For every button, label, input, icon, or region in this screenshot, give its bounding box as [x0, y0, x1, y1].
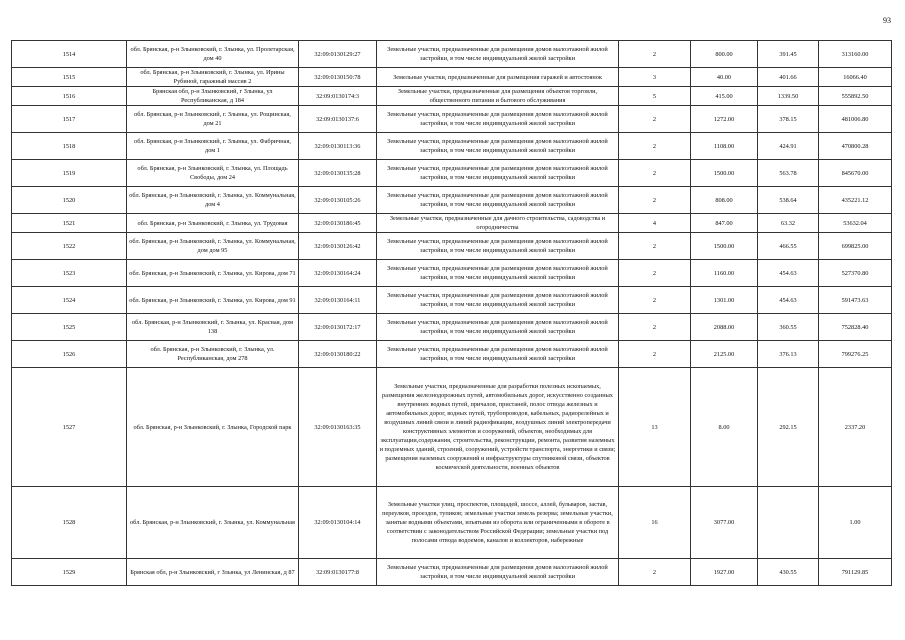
use-group-cell: 2 — [619, 187, 691, 214]
row-number: 1520 — [12, 187, 127, 214]
land-use-cell: Земельные участки, предназначенные для размещения домов малоэтажной жилой застройки, в том числе индивидуальной жилой застройки — [377, 133, 619, 160]
row-number: 1515 — [12, 68, 127, 87]
cadastral-number-cell: 32:09:0130164:24 — [299, 260, 377, 287]
cadastral-value-cell: 2337.20 — [819, 368, 892, 487]
area-cell: 1301.00 — [691, 287, 758, 314]
table-row — [12, 287, 892, 314]
land-use-cell: Земельные участки, предназначенные для размещения гаражей и автостоянок — [377, 68, 619, 87]
address-cell: обл. Брянская, р-н Злынковский, г. Злынка, ул. Кирова, дом 71 — [127, 260, 299, 287]
cadastral-value-cell: 1.00 — [819, 487, 892, 559]
use-group-cell: 2 — [619, 133, 691, 160]
address-cell: обл. Брянская, р-н Злынковский, г. Злынка, ул. Ирины Рубиной, гаражный массив 2 — [127, 68, 299, 87]
row-number: 1525 — [12, 314, 127, 341]
use-group-cell: 16 — [619, 487, 691, 559]
cadastral-value-cell: 799276.25 — [819, 341, 892, 368]
land-use-cell: Земельные участки, предназначенные для размещения домов малоэтажной жилой застройки, в том числе индивидуальной жилой застройки — [377, 287, 619, 314]
row-number: 1529 — [12, 559, 127, 586]
row-number: 1519 — [12, 160, 127, 187]
cadastral-number-cell: 32:09:0130135:28 — [299, 160, 377, 187]
table-row — [12, 68, 892, 87]
row-number: 1518 — [12, 133, 127, 160]
use-group-cell: 2 — [619, 41, 691, 68]
specific-value-cell: 454.63 — [758, 287, 819, 314]
row-number: 1516 — [12, 87, 127, 106]
cadastral-number-cell: 32:09:0130137:6 — [299, 106, 377, 133]
table-row — [12, 260, 892, 287]
table-row — [12, 106, 892, 133]
use-group-cell: 3 — [619, 68, 691, 87]
specific-value-cell: 563.78 — [758, 160, 819, 187]
table-row — [12, 41, 892, 68]
table-row — [12, 233, 892, 260]
cadastral-value-cell: 53632.04 — [819, 214, 892, 233]
address-cell: Брянская обл, р-н Злынковский, г Злынка, ул Ленинская, д 87 — [127, 559, 299, 586]
cadastral-value-cell: 313160.00 — [819, 41, 892, 68]
land-use-cell: Земельные участки, предназначенные для размещения домов малоэтажной жилой застройки, в том числе индивидуальной жилой застройки — [377, 233, 619, 260]
specific-value-cell: 1339.50 — [758, 87, 819, 106]
land-use-cell: Земельные участки, предназначенные для размещения объектов торговли, общественного питания и бытового обслуживания — [377, 87, 619, 106]
land-use-cell: Земельные участки, предназначенные для дачного строительства, садоводства и огородничества — [377, 214, 619, 233]
address-cell: обл. Брянская, р-н Злынковский, г. Злынка, ул. Коммунальная, дом 4 — [127, 187, 299, 214]
cadastral-number-cell: 32:09:0130150:78 — [299, 68, 377, 87]
cadastral-number-cell: 32:09:0130180:22 — [299, 341, 377, 368]
use-group-cell: 13 — [619, 368, 691, 487]
cadastral-number-cell: 32:09:0130105:26 — [299, 187, 377, 214]
cadastral-number-cell: 32:09:0130163:35 — [299, 368, 377, 487]
land-use-cell: Земельные участки, предназначенные для размещения домов малоэтажной жилой застройки, в том числе индивидуальной жилой застройки — [377, 160, 619, 187]
cadastral-number-cell: 32:09:0130104:14 — [299, 487, 377, 559]
table-row — [12, 187, 892, 214]
use-group-cell: 2 — [619, 314, 691, 341]
use-group-cell: 2 — [619, 260, 691, 287]
cadastral-number-cell: 32:09:0130164:11 — [299, 287, 377, 314]
land-use-cell: Земельные участки, предназначенные для разработки полезных ископаемых, размещения железнодорожных путей, автомобильных дорог, искусственно созданных внутренних водных путей, причалов, пристаней, полос отвода железных и автомобильных дорог, водных путей, трубопроводов, кабельных, радиорелейных и воздушных линий связи и линий радиофикации, воздушных линий электропередачи конструктивных элементов и сооружений, объектов, необходимых для эксплуатации,содержания, строительства, реконструкции, ремонта, развития наземных и подземных зданий, строений, сооружений, устройств транспорта, энергетики и связи; размещения наземных сооружений и инфраструктуры спутниковой связи, объектов космической деятельности, военных объектов — [377, 368, 619, 487]
cadastral-value-cell: 845670.00 — [819, 160, 892, 187]
address-cell: обл. Брянская, р-н Злынковский, г. Злынка, ул. Площадь Свободы, дом 24 — [127, 160, 299, 187]
cadastral-value-cell: 591473.63 — [819, 287, 892, 314]
cadastral-number-cell: 32:09:0130186:45 — [299, 214, 377, 233]
cadastral-number-cell: 32:09:0130113:36 — [299, 133, 377, 160]
specific-value-cell: 376.13 — [758, 341, 819, 368]
use-group-cell: 2 — [619, 106, 691, 133]
land-use-cell: Земельные участки улиц, проспектов, площадей, шоссе, аллей, бульваров, застав, переулков, проездов, тупиков; земельные участки земель резерва; земельные участки, занятые водными объектами, изъятыми из оборота или ограниченными в обороте в соответствии с законодательством Российской Федерации; земельные участки под полосами отвода водоемов, каналов и коллекторов, набережные — [377, 487, 619, 559]
area-cell: 1272.00 — [691, 106, 758, 133]
row-number: 1517 — [12, 106, 127, 133]
specific-value-cell: 466.55 — [758, 233, 819, 260]
land-use-cell: Земельные участки, предназначенные для размещения домов малоэтажной жилой застройки, в том числе индивидуальной жилой застройки — [377, 41, 619, 68]
cadastral-number-cell: 32:09:0130177:8 — [299, 559, 377, 586]
use-group-cell: 2 — [619, 233, 691, 260]
area-cell: 2088.00 — [691, 314, 758, 341]
area-cell: 847.00 — [691, 214, 758, 233]
address-cell: обл. Брянская, р-н Злынковский, г. Злынка, ул. Красная, дом 138 — [127, 314, 299, 341]
table-row — [12, 87, 892, 106]
use-group-cell: 2 — [619, 559, 691, 586]
area-cell: 40.00 — [691, 68, 758, 87]
area-cell: 1108.00 — [691, 133, 758, 160]
land-use-cell: Земельные участки, предназначенные для размещения домов малоэтажной жилой застройки, в том числе индивидуальной жилой застройки — [377, 559, 619, 586]
area-cell: 1500.00 — [691, 160, 758, 187]
address-cell: обл. Брянская, р-н Злынковский, г. Злынка, Городской парк — [127, 368, 299, 487]
table-row — [12, 341, 892, 368]
cadastral-value-cell: 699825.00 — [819, 233, 892, 260]
area-cell: 2125.00 — [691, 341, 758, 368]
area-cell: 415.00 — [691, 87, 758, 106]
table-row — [12, 160, 892, 187]
cadastral-value-cell: 470800.28 — [819, 133, 892, 160]
cadastral-value-cell: 527370.80 — [819, 260, 892, 287]
area-cell: 1500.00 — [691, 233, 758, 260]
specific-value-cell — [758, 487, 819, 559]
row-number: 1522 — [12, 233, 127, 260]
address-cell: обл. Брянская, р-н Злынковский, г. Злынка, ул. Рощинская, дом 21 — [127, 106, 299, 133]
area-cell: 800.00 — [691, 41, 758, 68]
address-cell: обл. Брянская, р-н Злынковский, г. Злынка, ул. Фабричная, дом 1 — [127, 133, 299, 160]
use-group-cell: 5 — [619, 87, 691, 106]
row-number: 1514 — [12, 41, 127, 68]
land-use-cell: Земельные участки, предназначенные для размещения домов малоэтажной жилой застройки, в том числе индивидуальной жилой застройки — [377, 314, 619, 341]
table-row — [12, 314, 892, 341]
address-cell: обл. Брянская, р-н Злынковский, г. Злынка, ул. Республиканская, дом 278 — [127, 341, 299, 368]
row-number: 1523 — [12, 260, 127, 287]
row-number: 1528 — [12, 487, 127, 559]
land-use-cell: Земельные участки, предназначенные для размещения домов малоэтажной жилой застройки, в том числе индивидуальной жилой застройки — [377, 341, 619, 368]
row-number: 1527 — [12, 368, 127, 487]
row-number: 1521 — [12, 214, 127, 233]
use-group-cell: 2 — [619, 160, 691, 187]
area-cell: 1927.00 — [691, 559, 758, 586]
cadastral-number-cell: 32:09:0130174:3 — [299, 87, 377, 106]
address-cell: обл. Брянская, р-н Злынковский, г. Злынка, ул. Трудовая — [127, 214, 299, 233]
cadastral-value-cell: 752828.40 — [819, 314, 892, 341]
use-group-cell: 2 — [619, 287, 691, 314]
table-row — [12, 559, 892, 586]
use-group-cell: 2 — [619, 341, 691, 368]
table-row — [12, 214, 892, 233]
address-cell: обл. Брянская, р-н Злынковский, г. Злынка, ул. Коммунальная, дом дом 95 — [127, 233, 299, 260]
land-use-cell: Земельные участки, предназначенные для размещения домов малоэтажной жилой застройки, в том числе индивидуальной жилой застройки — [377, 187, 619, 214]
address-cell: обл. Брянская, р-н Злынковский, г. Злынка, ул. Пролетарская, дом 40 — [127, 41, 299, 68]
specific-value-cell: 538.64 — [758, 187, 819, 214]
row-number: 1526 — [12, 341, 127, 368]
land-use-cell: Земельные участки, предназначенные для размещения домов малоэтажной жилой застройки, в том числе индивидуальной жилой застройки — [377, 260, 619, 287]
table-row — [12, 133, 892, 160]
address-cell: обл. Брянская, р-н Злынковский, г. Злынка, ул. Кирова, дом 91 — [127, 287, 299, 314]
area-cell: 8.00 — [691, 368, 758, 487]
cadastral-number-cell: 32:09:0130126:42 — [299, 233, 377, 260]
land-cadastral-value-table — [11, 40, 892, 586]
specific-value-cell: 454.63 — [758, 260, 819, 287]
cadastral-value-cell: 481006.80 — [819, 106, 892, 133]
land-use-cell: Земельные участки, предназначенные для размещения домов малоэтажной жилой застройки, в том числе индивидуальной жилой застройки — [377, 106, 619, 133]
specific-value-cell: 378.15 — [758, 106, 819, 133]
specific-value-cell: 401.66 — [758, 68, 819, 87]
cadastral-value-cell: 435221.12 — [819, 187, 892, 214]
cadastral-number-cell: 32:09:0130172:17 — [299, 314, 377, 341]
page-number: 93 — [883, 16, 891, 25]
specific-value-cell: 63.32 — [758, 214, 819, 233]
table-row — [12, 487, 892, 559]
table-row — [12, 368, 892, 487]
row-number: 1524 — [12, 287, 127, 314]
use-group-cell: 4 — [619, 214, 691, 233]
cadastral-value-cell: 791129.85 — [819, 559, 892, 586]
specific-value-cell: 391.45 — [758, 41, 819, 68]
area-cell: 808.00 — [691, 187, 758, 214]
specific-value-cell: 424.91 — [758, 133, 819, 160]
cadastral-value-cell: 16066.40 — [819, 68, 892, 87]
specific-value-cell: 430.55 — [758, 559, 819, 586]
cadastral-value-cell: 555892.50 — [819, 87, 892, 106]
area-cell: 3077.00 — [691, 487, 758, 559]
specific-value-cell: 360.55 — [758, 314, 819, 341]
area-cell: 1160.00 — [691, 260, 758, 287]
address-cell: Брянская обл, р-н Злынковский, г Злынка, ул Республиканская, д 184 — [127, 87, 299, 106]
address-cell: обл. Брянская, р-н Злынковский, г. Злынка, ул. Коммунальная — [127, 487, 299, 559]
specific-value-cell: 292.15 — [758, 368, 819, 487]
cadastral-number-cell: 32:09:0130129:27 — [299, 41, 377, 68]
